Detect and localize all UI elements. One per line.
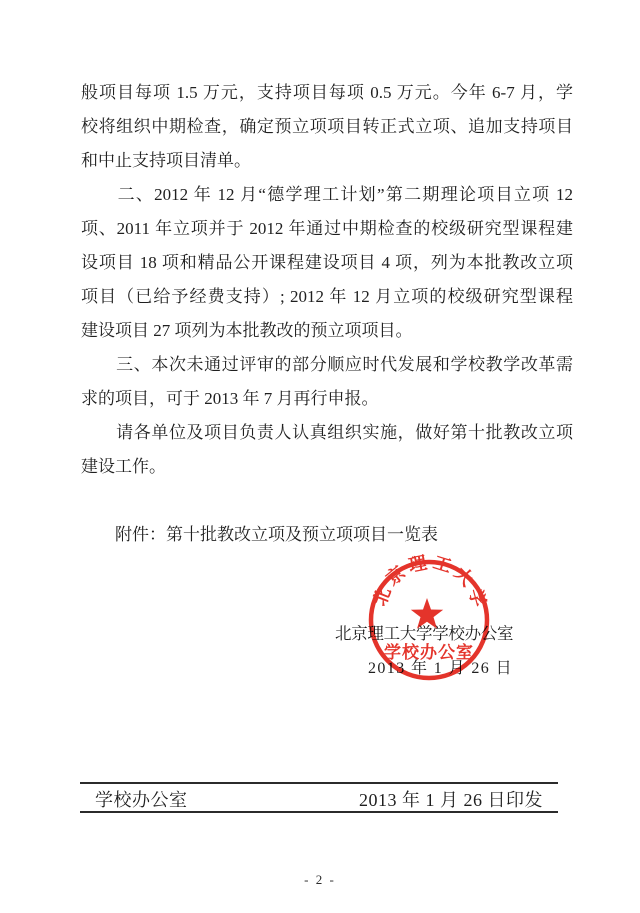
- body-line: 项、2011 年立项并于 2012 年通过中期检查的校级研究型课程建: [81, 219, 573, 238]
- footer-print-date: 2013 年 1 月 26 日印发: [359, 790, 543, 810]
- seal-inner-text: 学校办公室: [384, 643, 474, 662]
- footer-office-label: 学校办公室: [95, 790, 188, 810]
- body-line: [81, 484, 573, 518]
- body-line: 建设项目 27 项列为本批教改的预立项项目。: [81, 321, 413, 340]
- seal-star-icon: [411, 598, 443, 629]
- page-number: - 2 -: [304, 872, 336, 887]
- body-line: 求的项目，可于 2013 年 7 月再行申报。: [81, 389, 379, 408]
- seal-arc-text: 北京理工大学: [369, 551, 491, 613]
- body-line: 二、2012 年 12 月“德学理工计划”第二期理论项目立项 12: [81, 185, 573, 204]
- signature-date: 2013 年 1 月 26 日: [368, 660, 513, 677]
- footer-rule-top: [80, 782, 558, 784]
- body-line: 般项目每项 1.5 万元，支持项目每项 0.5 万元。今年 6-7 月，学: [81, 83, 573, 102]
- body-line: 三、本次未通过评审的部分顺应时代发展和学校教学改革需: [81, 355, 573, 374]
- body-line: 请各单位及项目负责人认真组织实施，做好第十批教改立项: [81, 423, 573, 442]
- official-seal-stamp: [357, 548, 501, 692]
- signature-issuer: 北京理工大学学校办公室: [335, 624, 514, 643]
- body-line: 校将组织中期检查，确定预立项项目转正式立项、追加支持项目: [81, 117, 573, 136]
- footer-rule-bottom: [80, 811, 558, 813]
- body-line: 设项目 18 项和精品公开课程建设项目 4 项，列为本批教改立项: [81, 253, 573, 272]
- body-line: 和中止支持项目清单。: [81, 151, 251, 170]
- body-line: 附件：第十批教改立项及预立项项目一览表: [81, 525, 438, 544]
- body-text: [81, 76, 573, 552]
- body-line: 建设工作。: [81, 457, 166, 476]
- body-line: 项目（已给予经费支持）; 2012 年 12 月立项的校级研究型课程: [81, 287, 573, 306]
